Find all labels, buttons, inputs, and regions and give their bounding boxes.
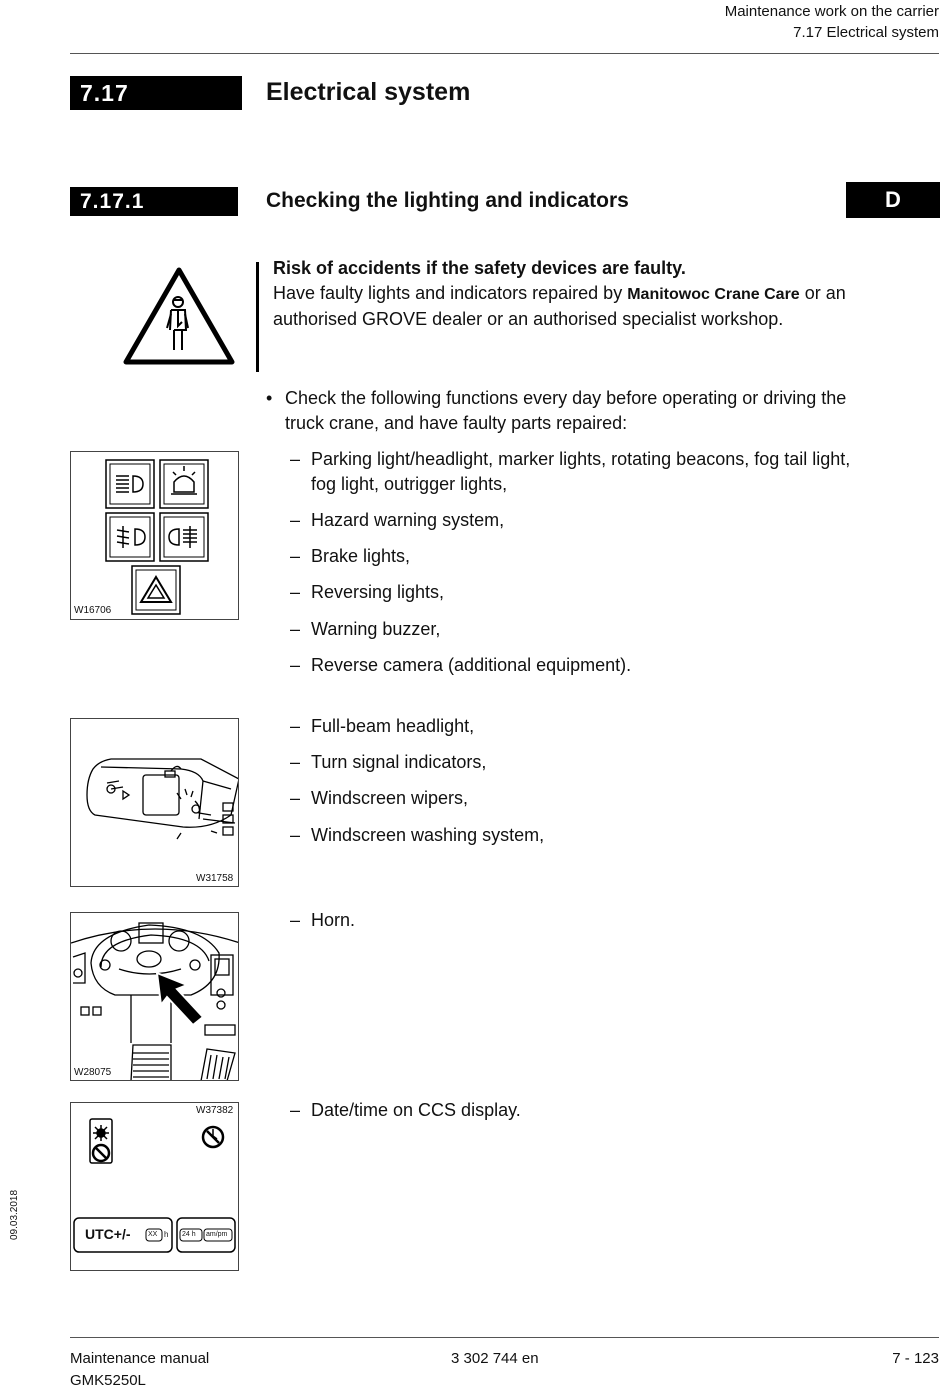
bullet-line2: truck crane, and have faulty parts repaired:	[285, 412, 628, 433]
figure-label: W28075	[74, 1067, 112, 1078]
list-item	[290, 617, 936, 642]
dash-mark: –	[290, 546, 301, 566]
list-item	[290, 1098, 936, 1123]
dash-mark: –	[290, 449, 301, 469]
list-item-text: Windscreen washing system,	[311, 825, 545, 845]
dash-mark: –	[290, 1100, 301, 1120]
section-title: Electrical system	[266, 78, 471, 106]
list-item-text: Full-beam headlight,	[311, 716, 475, 736]
warning-heading: Risk of accidents if the safety devices are faulty.	[273, 258, 686, 278]
dash-mark: –	[290, 910, 301, 930]
steering-stalk-figure	[70, 718, 239, 887]
xx-label: XX	[148, 1231, 158, 1238]
bullet-item	[266, 386, 936, 436]
dash-mark: –	[290, 655, 301, 675]
list-item	[290, 544, 936, 569]
list-item-text: Parking light/headlight, marker lights, rotating beacons, fog tail light,	[311, 449, 851, 469]
figure-label: W31758	[196, 873, 234, 884]
footer-manual-title: Maintenance manual	[70, 1350, 210, 1367]
list-item-text: fog light, outrigger lights,	[311, 473, 508, 494]
steering-wheel-horn-figure	[70, 912, 239, 1081]
dash-mark: –	[290, 716, 301, 736]
dash-mark: –	[290, 510, 301, 530]
list-item	[290, 447, 936, 497]
list-item-text: Turn signal indicators,	[311, 752, 487, 772]
warning-brand: Manitowoc Crane Care	[627, 285, 800, 303]
hours-unit: h	[164, 1230, 169, 1239]
bullet-line1: Check the following functions every day before operating or driving the	[285, 388, 847, 408]
figure-label: W37382	[196, 1105, 234, 1116]
list-item	[290, 908, 936, 933]
side-date: 09.03.2018	[9, 1189, 20, 1240]
list-item-text: Brake lights,	[311, 546, 411, 566]
list-item	[290, 580, 936, 605]
dash-mark: –	[290, 788, 301, 808]
list-item	[290, 750, 936, 775]
footer-model: GMK5250L	[70, 1372, 146, 1389]
list-item	[290, 714, 936, 739]
subsection-title: Checking the lighting and indicators	[266, 189, 629, 212]
ccs-display-figure	[70, 1102, 239, 1271]
footer-doc-number: 3 302 744 en	[451, 1350, 539, 1367]
subsection-number: 7.17.1	[70, 187, 238, 216]
list-item	[290, 823, 936, 848]
utc-label: UTC+/-	[85, 1226, 131, 1242]
lighting-symbols-figure	[70, 451, 239, 620]
list-item-text: Date/time on CCS display.	[311, 1100, 521, 1120]
warning-line1	[273, 281, 933, 308]
list-item	[290, 508, 936, 533]
ampm-label: am/pm	[206, 1231, 228, 1238]
dash-mark: –	[290, 752, 301, 772]
warning-line2: authorised GROVE dealer or an authorised specialist workshop.	[273, 309, 784, 329]
footer-page-number: 7 - 123	[892, 1350, 939, 1367]
header-chapter: Maintenance work on the carrier	[724, 3, 939, 20]
dash-mark: –	[290, 825, 301, 845]
list-item-text: Windscreen wipers,	[311, 788, 469, 808]
warning-bar	[256, 262, 259, 372]
footer-rule	[70, 1337, 939, 1338]
dash-mark: –	[290, 619, 301, 639]
warning-text-before: Have faulty lights and indicators repaired by	[273, 282, 623, 303]
header-rule	[70, 53, 939, 54]
bullet-mark: •	[266, 388, 273, 408]
24h-label: 24 h	[182, 1231, 196, 1238]
list-item	[290, 786, 936, 811]
section-badge: D	[846, 182, 940, 218]
warning-person-icon	[122, 266, 236, 366]
warning-text-after: or an	[804, 282, 846, 303]
section-number: 7.17	[70, 76, 242, 110]
dash-mark: –	[290, 582, 301, 602]
footer-manual	[70, 1348, 209, 1392]
list-item-text: Warning buzzer,	[311, 619, 441, 639]
list-item-text: Horn.	[311, 910, 356, 930]
list-item-text: Reverse camera (additional equipment).	[311, 655, 632, 675]
warning-text	[273, 256, 933, 332]
list-item-text: Reversing lights,	[311, 582, 445, 602]
list-item-text: Hazard warning system,	[311, 510, 505, 530]
header-section: 7.17 Electrical system	[793, 24, 939, 41]
list-item	[290, 653, 936, 678]
figure-label: W16706	[74, 605, 112, 616]
